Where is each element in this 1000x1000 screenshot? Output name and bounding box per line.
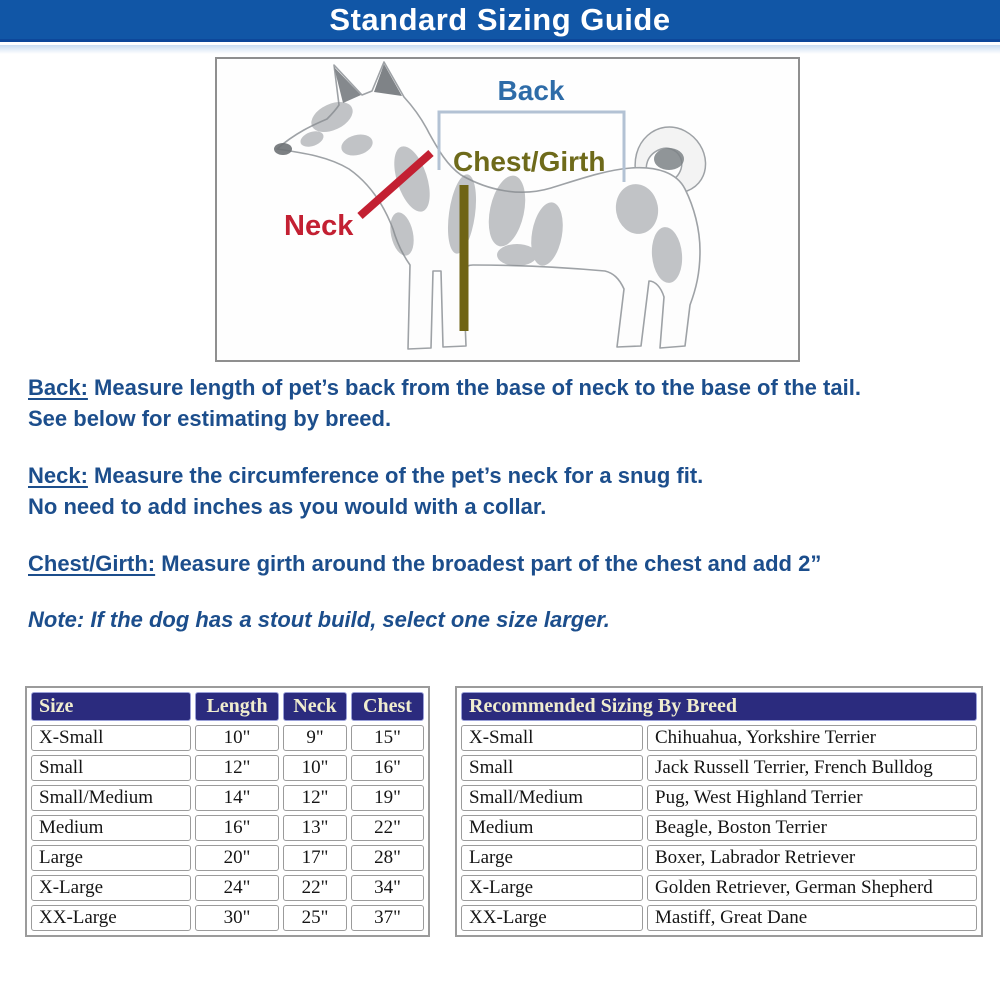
size-table-row xyxy=(31,905,424,931)
dog-tail-patch xyxy=(654,148,684,170)
dog-nose xyxy=(274,143,292,155)
neck-cell: 25" xyxy=(283,905,347,931)
length-cell: 10" xyxy=(195,725,279,751)
stout-build-note: Note: If the dog has a stout build, select one size larger. xyxy=(28,607,610,632)
chest-cell: 37" xyxy=(351,905,424,931)
size-cell: X-Small xyxy=(461,725,643,751)
chest-cell: 34" xyxy=(351,875,424,901)
instruction-neck xyxy=(28,460,983,522)
size-table-row xyxy=(31,725,424,751)
chest-cell: 22" xyxy=(351,815,424,841)
instruction-back-label: Back: xyxy=(28,375,88,400)
breed-table-header: Recommended Sizing By Breed xyxy=(461,692,977,721)
instruction-chest-girth-label: Chest/Girth: xyxy=(28,551,156,576)
size-cell: Small/Medium xyxy=(31,785,191,811)
length-cell: 12" xyxy=(195,755,279,781)
length-cell: 30" xyxy=(195,905,279,931)
breeds-cell: Boxer, Labrador Retriever xyxy=(647,845,977,871)
instruction-neck-label: Neck: xyxy=(28,463,88,488)
breed-table-row xyxy=(461,905,977,931)
breed-table-row xyxy=(461,815,977,841)
chest-cell: 28" xyxy=(351,845,424,871)
chest-column-header: Chest xyxy=(351,692,424,721)
size-cell: XX-Large xyxy=(461,905,643,931)
dog-diagram-svg xyxy=(217,59,798,360)
chest-girth-label: Chest/Girth xyxy=(453,146,606,177)
breeds-cell: Pug, West Highland Terrier xyxy=(647,785,977,811)
neck-cell: 13" xyxy=(283,815,347,841)
size-cell: Small xyxy=(461,755,643,781)
size-column-header: Size xyxy=(31,692,191,721)
chest-cell: 15" xyxy=(351,725,424,751)
page-title: Standard Sizing Guide xyxy=(329,1,671,37)
chest-cell: 19" xyxy=(351,785,424,811)
length-cell: 14" xyxy=(195,785,279,811)
breed-table-row xyxy=(461,755,977,781)
length-column-header: Length xyxy=(195,692,279,721)
size-table-row xyxy=(31,755,424,781)
instruction-chest-girth-text: Measure girth around the broadest part of the chest and add 2” xyxy=(155,551,822,576)
length-cell: 24" xyxy=(195,875,279,901)
measuring-instructions xyxy=(28,372,983,605)
size-cell: X-Large xyxy=(461,875,643,901)
size-table-row xyxy=(31,845,424,871)
breed-table-row xyxy=(461,725,977,751)
chest-cell: 16" xyxy=(351,755,424,781)
size-measurements-table xyxy=(25,686,430,937)
size-cell: Medium xyxy=(461,815,643,841)
dog-measurement-diagram xyxy=(215,57,800,362)
size-cell: X-Small xyxy=(31,725,191,751)
size-table-header-row xyxy=(31,692,424,721)
instruction-neck-text2: No need to add inches as you would with a collar. xyxy=(28,494,547,519)
size-cell: Medium xyxy=(31,815,191,841)
neck-cell: 22" xyxy=(283,875,347,901)
breeds-cell: Chihuahua, Yorkshire Terrier xyxy=(647,725,977,751)
length-cell: 20" xyxy=(195,845,279,871)
size-cell: Large xyxy=(31,845,191,871)
breeds-cell: Mastiff, Great Dane xyxy=(647,905,977,931)
instruction-back-text2: See below for estimating by breed. xyxy=(28,406,392,431)
neck-label: Neck xyxy=(284,210,354,242)
size-cell: X-Large xyxy=(31,875,191,901)
length-cell: 16" xyxy=(195,815,279,841)
breeds-cell: Golden Retriever, German Shepherd xyxy=(647,875,977,901)
size-cell: XX-Large xyxy=(31,905,191,931)
instruction-neck-text: Measure the circumference of the pet’s neck for a snug fit. xyxy=(87,463,704,488)
neck-cell: 12" xyxy=(283,785,347,811)
title-bar xyxy=(0,0,1000,42)
instruction-back-text: Measure length of pet’s back from the base of neck to the base of the tail. xyxy=(87,375,861,400)
neck-column-header: Neck xyxy=(283,692,347,721)
instruction-chest-girth xyxy=(28,548,983,579)
neck-cell: 10" xyxy=(283,755,347,781)
breed-table-row xyxy=(461,845,977,871)
breed-table-row xyxy=(461,785,977,811)
back-label: Back xyxy=(497,75,565,106)
size-table-row xyxy=(31,875,424,901)
size-table-row xyxy=(31,785,424,811)
size-cell: Small xyxy=(31,755,191,781)
size-cell: Small/Medium xyxy=(461,785,643,811)
breed-table-header-row xyxy=(461,692,977,721)
breeds-cell: Beagle, Boston Terrier xyxy=(647,815,977,841)
size-table-row xyxy=(31,815,424,841)
title-bar-shadow xyxy=(0,45,1000,54)
breed-table-row xyxy=(461,875,977,901)
breed-recommendations-table xyxy=(455,686,983,937)
size-cell: Large xyxy=(461,845,643,871)
neck-cell: 17" xyxy=(283,845,347,871)
instruction-back xyxy=(28,372,983,434)
neck-cell: 9" xyxy=(283,725,347,751)
breeds-cell: Jack Russell Terrier, French Bulldog xyxy=(647,755,977,781)
